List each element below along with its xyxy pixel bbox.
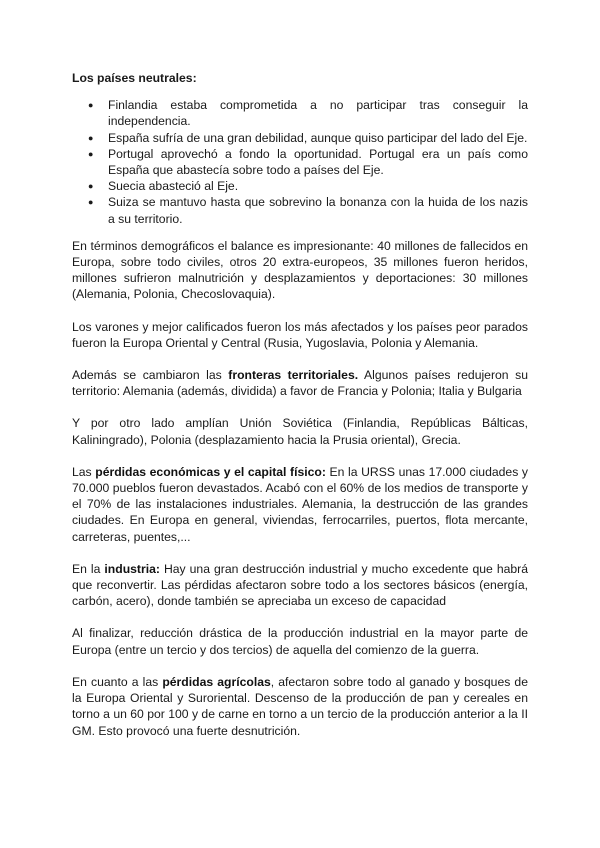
list-item: ● Portugal aprovechó a fondo la oportunidad. Portugal era un país como España que abastecía sobre todo a países del Eje. (108, 146, 528, 178)
list-item: ● Suiza se mantuvo hasta que sobrevino la bonanza con la huida de los nazis a su territorio. (108, 194, 528, 226)
paragraph-production: Al finalizar, reducción drástica de la producción industrial en la mayor parte de Europa (entre un tercio y dos tercios) de aquella del comienzo de la guerra. (72, 626, 528, 657)
paragraph-affected: Los varones y mejor calificados fueron los más afectados y los países peor parados fueron la Europa Oriental y Central (Rusia, Yugoslavia, Polonia y Alemania. (72, 319, 528, 350)
list-item: ● Finlandia estaba comprometida a no participar tras conseguir la independencia. (108, 97, 528, 129)
paragraph-industry (72, 561, 528, 610)
section-heading: Los países neutrales: (72, 71, 197, 85)
paragraph-demographics: En términos demográficos el balance es impresionante: 40 millones de fallecidos en Europa, sobre todo civiles, otros 20 extra-europeos, 35 millones fueron heridos, millones sufrieron malnutrición y desplazamientos y deportaciones: 30 millones (Alemania, Polonia, Checoslovaquia). (72, 238, 528, 302)
paragraph-agriculture (72, 674, 528, 739)
paragraph-text: En la (72, 561, 105, 576)
paragraph-text: Además se cambiaron las (72, 368, 229, 383)
list-item: ● España sufría de una gran debilidad, aunque quiso participar del lado del Eje. (108, 130, 528, 146)
paragraph-text: Hay una gran destrucción industrial y mucho excedente que habrá que reconvertir. Las pérdidas afectaron sobre todo a los sectores básicos (energía, carbón, acero), donde también se apreciaba un exceso de capacidad (72, 561, 528, 609)
paragraph-expansion: Y por otro lado amplían Unión Soviética (Finlandia, Repúblicas Bálticas, Kaliningrado), Polonia (desplazamiento hacia la Prusia oriental), Grecia. (72, 416, 528, 447)
bold-term: pérdidas económicas y el capital físico: (95, 464, 326, 479)
paragraph-economic-losses (72, 464, 528, 545)
bold-term: pérdidas agrícolas (162, 674, 271, 689)
bold-term: industria: (104, 561, 160, 576)
bold-term: fronteras territoriales. (228, 368, 359, 383)
list-item: ● Suecia abasteció al Eje. (108, 178, 528, 194)
paragraph-text: En la URSS unas 17.000 ciudades y 70.000 pueblos fueron devastados. Acabó con el 60% de los medios de transporte y el 70% de las instalaciones industriales. Alemania, la destrucción de las grandes ciudades. En Europa en general, viviendas, ferrocarriles, puertos, flota mercante, carreteras, puentes,... (72, 464, 528, 544)
neutral-countries-list (72, 97, 528, 227)
paragraph-borders (72, 367, 528, 399)
paragraph-text: , afectaron sobre todo al ganado y bosques de la Europa Oriental y Suroriental. Descenso de la producción de pan y cereales en torno a un 60 por 100 y de carne en torno a un tercio de la producción anterior a la II GM. Esto provocó una fuerte desnutrición. (72, 674, 528, 738)
paragraph-text: Las (72, 464, 96, 479)
paragraph-text: Algunos países redujeron su territorio: Alemania (además, dividida) a favor de Francia y Polonia; Italia y Bulgaria (72, 368, 529, 399)
paragraph-text: En cuanto a las (72, 674, 163, 689)
